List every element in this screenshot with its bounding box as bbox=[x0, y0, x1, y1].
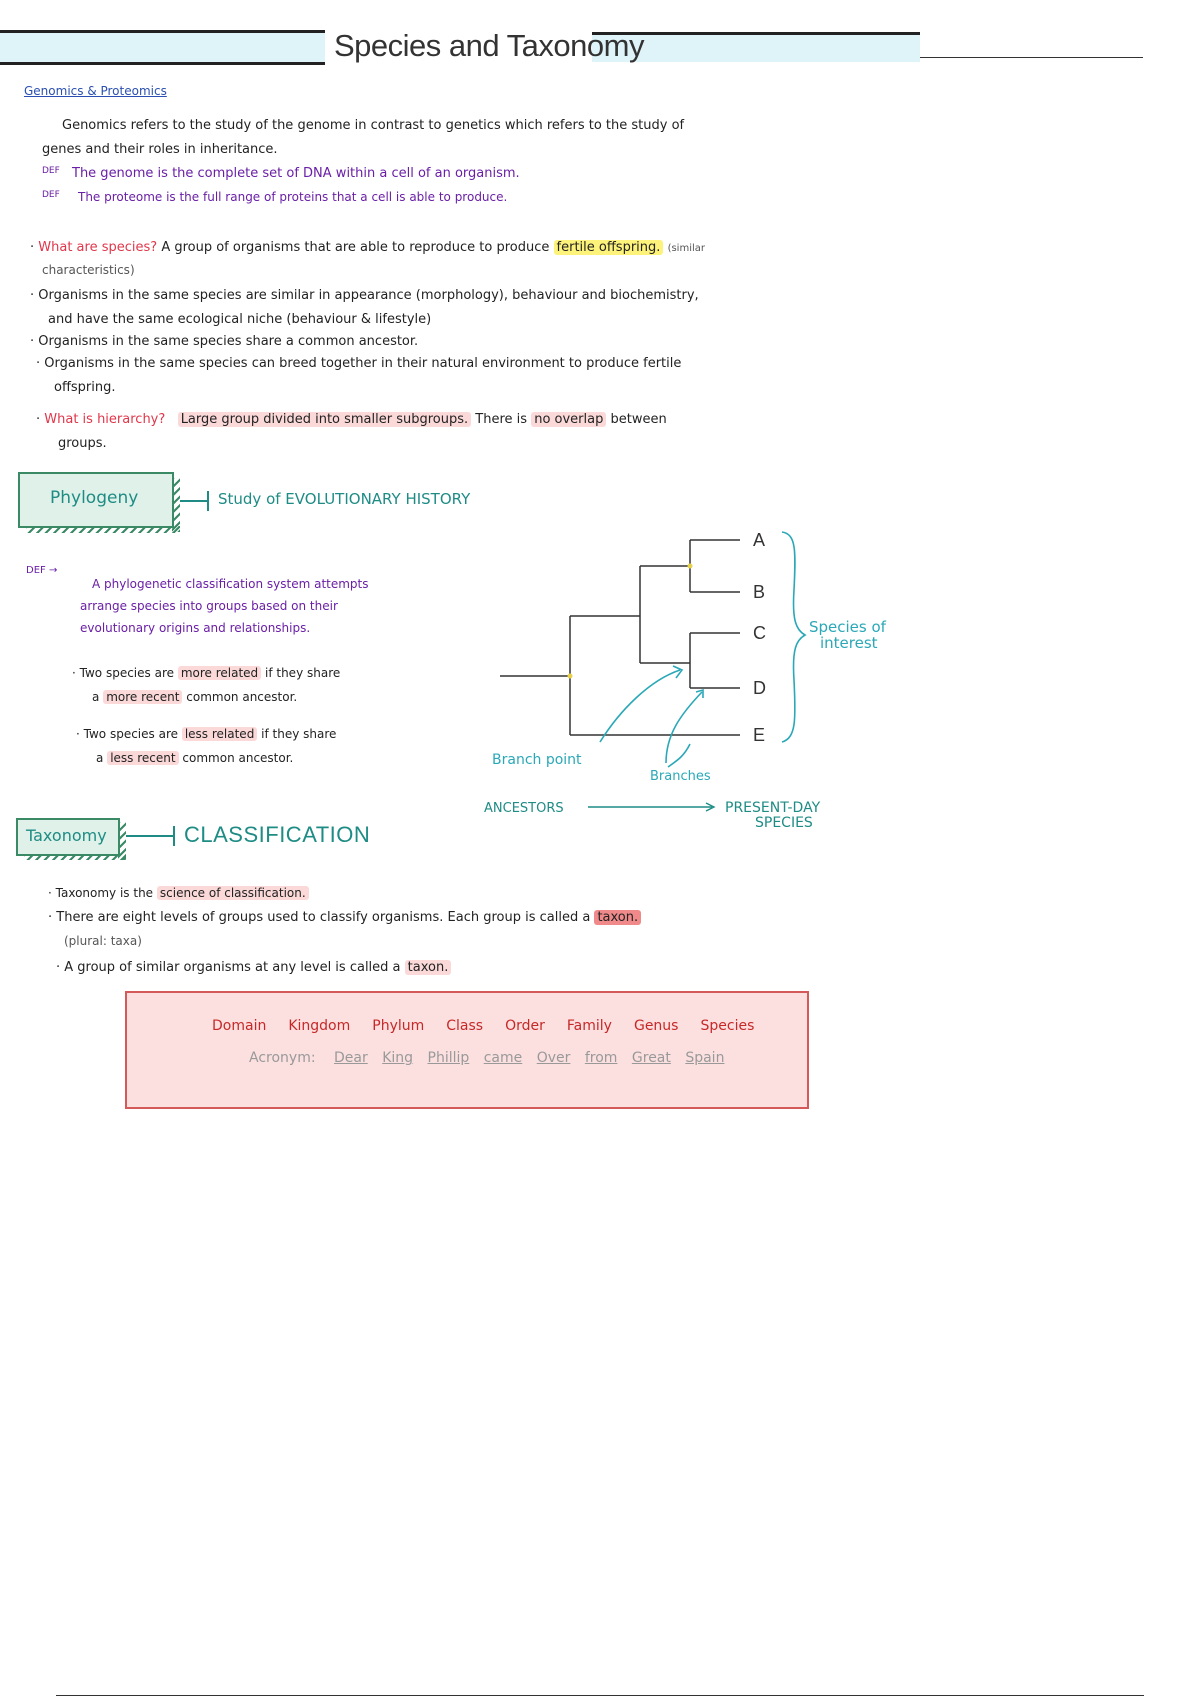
bullet: · bbox=[30, 240, 39, 255]
acronym-word: King bbox=[382, 1050, 414, 1066]
phylogenetic-tree bbox=[440, 520, 910, 850]
def-proteome-tag: DEF bbox=[42, 190, 60, 200]
bullet: · bbox=[36, 412, 45, 427]
phylogeny-box-shadow-bottom bbox=[26, 526, 180, 533]
bullet: · bbox=[30, 334, 39, 349]
tree-leaf-a: A bbox=[753, 530, 766, 550]
taxonomy-bullet-2-pre: There are eight levels of groups used to classify organisms. Each group is called a bbox=[56, 910, 591, 925]
present-day-label-1: PRESENT-DAY bbox=[725, 800, 821, 816]
present-day-label-2: SPECIES bbox=[755, 815, 813, 831]
taxonomy-box-label: Taxonomy bbox=[26, 826, 107, 845]
phylogeny-bullet-1 bbox=[72, 666, 340, 680]
taxonomy-bullet-3-pre: A group of similar organisms at any level is called a bbox=[64, 960, 401, 975]
rank-kingdom: Kingdom bbox=[288, 1018, 351, 1034]
genomics-text-line1: Genomics refers to the study of the genome in contrast to genetics which refers to the study of bbox=[62, 118, 685, 133]
tree-ab-node-dot bbox=[688, 564, 693, 569]
acronym-word: Great bbox=[631, 1050, 671, 1066]
phylogeny-bullet-2-highlight: less related bbox=[182, 727, 257, 741]
species-bullet-3-line2: offspring. bbox=[54, 380, 116, 395]
phylogeny-def-line3: evolutionary origins and relationships. bbox=[80, 621, 311, 635]
taxonomy-bullet-1-highlight: science of classification. bbox=[157, 886, 309, 900]
genomics-text-line2: genes and their roles in inheritance. bbox=[42, 142, 278, 157]
species-answer-highlight: fertile offspring. bbox=[554, 240, 664, 255]
acronym-label: Acronym: bbox=[249, 1050, 316, 1066]
def-proteome: The proteome is the full range of proteins that a cell is able to produce. bbox=[78, 190, 508, 204]
species-question-line bbox=[30, 240, 705, 255]
taxonomy-bullet-2 bbox=[48, 910, 641, 925]
bullet: · bbox=[48, 910, 57, 925]
def-genome: The genome is the complete set of DNA within a cell of an organism. bbox=[72, 166, 520, 181]
phylogeny-description: Study of EVOLUTIONARY HISTORY bbox=[218, 490, 471, 508]
bullet: · bbox=[30, 288, 39, 303]
tree-leaf-b: B bbox=[753, 582, 766, 602]
rank-domain: Domain bbox=[212, 1018, 267, 1034]
classification-ranks bbox=[212, 1018, 776, 1034]
phylogeny-bullet-1-line2 bbox=[92, 690, 297, 704]
tree-leaf-e: E bbox=[753, 725, 766, 745]
taxonomy-box-shadow-bottom bbox=[24, 854, 126, 860]
rank-family: Family bbox=[566, 1018, 612, 1034]
acronym-word: Spain bbox=[685, 1050, 725, 1066]
branches-label: Branches bbox=[650, 769, 711, 784]
phylogeny-bullet-2-post: if they share bbox=[261, 727, 337, 741]
tree-branches bbox=[500, 540, 740, 735]
species-bullet-1-text: Organisms in the same species are similar in appearance (morphology), behaviour and biochemistry, bbox=[38, 288, 699, 303]
phylogeny-bullet-1-line2-pre: a bbox=[92, 690, 100, 704]
acronym-word: from bbox=[584, 1050, 618, 1066]
species-answer-note: (similar bbox=[667, 243, 705, 254]
species-answer-line2: characteristics) bbox=[42, 263, 135, 277]
page-title: Species and Taxonomy bbox=[334, 28, 644, 63]
hierarchy-mid: There is bbox=[475, 412, 528, 427]
phylogeny-box-shadow-side bbox=[172, 478, 180, 532]
species-of-interest-brace bbox=[782, 532, 805, 742]
branch-point-label: Branch point bbox=[492, 752, 582, 768]
hierarchy-highlight-2: no overlap bbox=[531, 412, 606, 427]
header-rule-left-bottom bbox=[0, 62, 325, 65]
hierarchy-question: What is hierarchy? bbox=[44, 412, 166, 427]
acronym-word: Dear bbox=[334, 1050, 368, 1066]
phylogeny-bullet-1-post: if they share bbox=[265, 666, 341, 680]
acronym-word: Phillip bbox=[427, 1050, 470, 1066]
tree-root-node-dot bbox=[568, 674, 573, 679]
def-genome-tag: DEF bbox=[42, 166, 60, 176]
footer-rule bbox=[56, 1695, 1144, 1696]
phylogeny-bullet-1-line2-post: common ancestor. bbox=[186, 690, 298, 704]
rank-phylum: Phylum bbox=[372, 1018, 425, 1034]
acronym-word: came bbox=[483, 1050, 523, 1066]
species-of-interest-label-2: interest bbox=[820, 634, 878, 652]
bullet: · bbox=[72, 666, 80, 680]
taxonomy-bullet-3-highlight: taxon. bbox=[405, 960, 452, 975]
hierarchy-line2: groups. bbox=[58, 436, 107, 451]
header-rule-far-right bbox=[920, 57, 1143, 58]
phylogeny-bullet-2-line2 bbox=[96, 751, 293, 765]
taxonomy-bullet-1-pre: Taxonomy is the bbox=[55, 886, 154, 900]
branches-arrow-2 bbox=[668, 744, 690, 767]
phylogeny-bullet-2-line2-highlight: less recent bbox=[107, 751, 178, 765]
phylogeny-bullet-2-line2-post: common ancestor. bbox=[182, 751, 294, 765]
header-band-left bbox=[0, 32, 325, 62]
species-bullet-2-text: Organisms in the same species share a common ancestor. bbox=[38, 334, 419, 349]
species-bullet-3-text: Organisms in the same species can breed together in their natural environment to produce fertile bbox=[44, 356, 682, 371]
taxonomy-box bbox=[16, 818, 120, 856]
rank-order: Order bbox=[505, 1018, 545, 1034]
rank-species: Species bbox=[700, 1018, 755, 1034]
hierarchy-highlight-1: Large group divided into smaller subgroups. bbox=[178, 412, 471, 427]
taxonomy-bullet-2-highlight: taxon. bbox=[594, 910, 641, 925]
taxonomy-description: CLASSIFICATION bbox=[184, 822, 371, 847]
taxonomy-connector-bar bbox=[173, 826, 175, 846]
phylogeny-connector bbox=[180, 500, 208, 502]
species-bullet-1-line2: and have the same ecological niche (behaviour & lifestyle) bbox=[48, 312, 432, 327]
hierarchy-line bbox=[36, 412, 667, 427]
acronym-line bbox=[249, 1050, 734, 1066]
bullet: · bbox=[56, 960, 65, 975]
phylogeny-bullet-2-line2-pre: a bbox=[96, 751, 104, 765]
rank-genus: Genus bbox=[633, 1018, 679, 1034]
tree-leaf-d: D bbox=[753, 678, 766, 698]
rank-class: Class bbox=[446, 1018, 484, 1034]
taxonomy-connector bbox=[126, 835, 174, 837]
phylogeny-def-tag: DEF → bbox=[26, 565, 58, 576]
phylogeny-bullet-1-line2-highlight: more recent bbox=[103, 690, 182, 704]
phylogeny-bullet-2 bbox=[76, 727, 336, 741]
header-rule-left-top bbox=[0, 30, 325, 33]
phylogeny-connector-bar bbox=[207, 491, 209, 511]
species-answer: A group of organisms that are able to reproduce to produce bbox=[161, 240, 550, 255]
acronym-word: Over bbox=[536, 1050, 571, 1066]
species-bullet-1 bbox=[30, 288, 699, 303]
phylogeny-box-label: Phylogeny bbox=[50, 488, 139, 508]
phylogeny-def-line2: arrange species into groups based on their bbox=[80, 599, 338, 613]
ancestors-label: ANCESTORS bbox=[484, 801, 564, 816]
species-of-interest-label-1: Species of bbox=[809, 618, 886, 636]
phylogeny-def-line1: A phylogenetic classification system attempts bbox=[92, 577, 369, 591]
phylogeny-bullet-2-pre: Two species are bbox=[83, 727, 178, 741]
hierarchy-end: between bbox=[610, 412, 667, 427]
bullet: · bbox=[36, 356, 45, 371]
species-question: What are species? bbox=[38, 240, 158, 255]
phylogeny-def-tag-text: DEF bbox=[26, 565, 46, 576]
species-bullet-2 bbox=[30, 334, 418, 349]
bullet: · bbox=[76, 727, 84, 741]
species-bullet-3 bbox=[36, 356, 681, 371]
taxonomy-bullet-3 bbox=[56, 960, 451, 975]
classification-box bbox=[125, 991, 809, 1109]
branch-point-arrow bbox=[600, 670, 680, 742]
taxonomy-bullet-1 bbox=[48, 886, 309, 900]
tree-leaf-c: C bbox=[753, 623, 766, 643]
phylogeny-box bbox=[18, 472, 174, 528]
phylogeny-bullet-1-highlight: more related bbox=[178, 666, 261, 680]
phylogeny-bullet-1-pre: Two species are bbox=[79, 666, 174, 680]
taxonomy-bullet-2-line2: (plural: taxa) bbox=[64, 934, 142, 948]
bullet: · bbox=[48, 886, 56, 900]
genomics-heading: Genomics & Proteomics bbox=[24, 84, 167, 98]
